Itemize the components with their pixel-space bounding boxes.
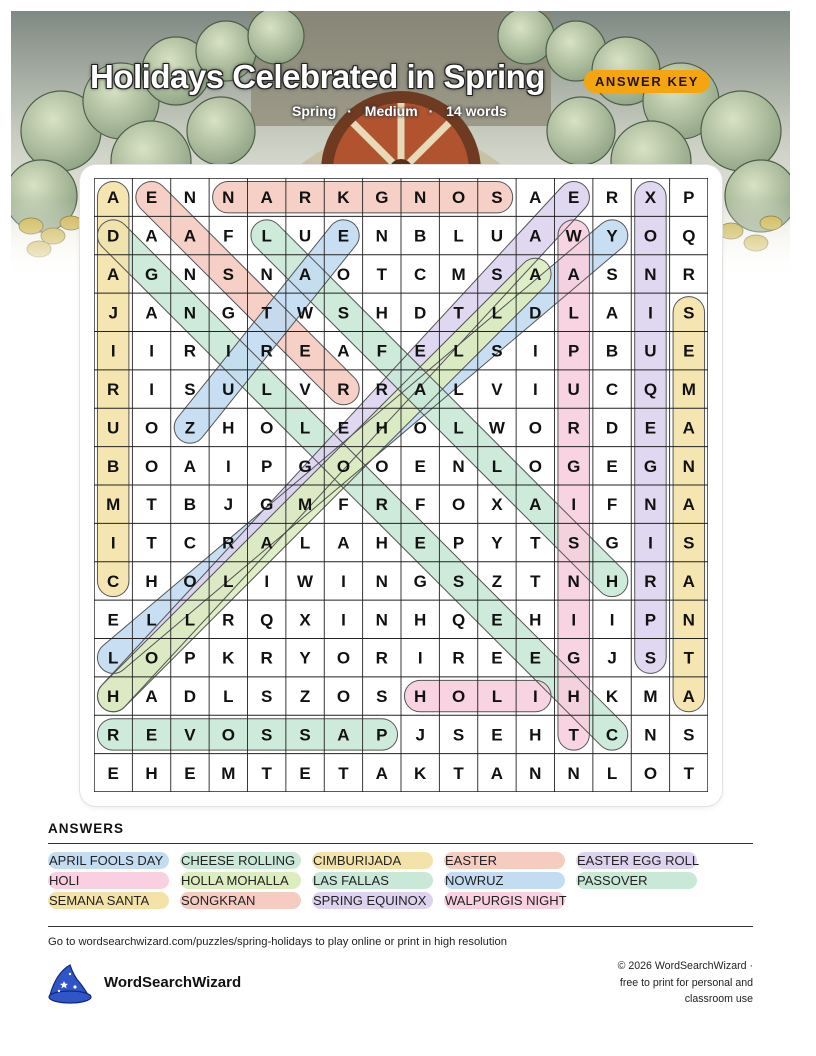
- grid-letter: D: [529, 303, 542, 323]
- answer-item: CIMBURIJADA: [312, 852, 433, 869]
- grid-letter: T: [683, 763, 695, 783]
- grid-letter: L: [453, 226, 464, 246]
- grid-letter: A: [107, 188, 120, 208]
- footer-url-text: Go to wordsearchwizard.com/puzzles/spring-holidays to play online or print in high resolution: [48, 936, 507, 948]
- grid-letter: M: [643, 687, 658, 707]
- grid-letter: L: [453, 418, 464, 438]
- grid-letter: S: [452, 571, 465, 591]
- grid-letter: E: [568, 188, 580, 208]
- grid-letter: U: [298, 226, 312, 246]
- grid-letter: W: [297, 571, 314, 591]
- grid-letter: O: [643, 226, 658, 246]
- grid-letter: C: [605, 380, 619, 400]
- grid-letter: R: [605, 188, 619, 208]
- grid-letter: R: [337, 380, 350, 400]
- grid-letter: G: [643, 456, 658, 476]
- grid-letter: P: [568, 341, 580, 361]
- grid-letter: L: [261, 380, 272, 400]
- grid-letter: G: [605, 533, 619, 553]
- grid-letter: G: [567, 648, 581, 668]
- grid-letter: H: [107, 687, 120, 707]
- grid-letter: E: [299, 763, 311, 783]
- puzzle-meta: [292, 103, 514, 119]
- answer-list: [48, 852, 753, 914]
- grid-letter: N: [529, 763, 542, 783]
- grid-letter: R: [644, 571, 657, 591]
- grid-letter: N: [183, 303, 197, 323]
- grid-letter: F: [338, 495, 349, 515]
- grid-letter: N: [567, 763, 580, 783]
- grid-letter: H: [375, 533, 388, 553]
- meta-word-count: 14 words: [446, 103, 507, 119]
- grid-letter: H: [145, 763, 158, 783]
- grid-letter: R: [375, 380, 388, 400]
- grid-letter: T: [453, 303, 464, 323]
- grid-letter: S: [491, 264, 503, 284]
- grid-letter: V: [184, 725, 196, 745]
- grid-letter: B: [107, 456, 120, 476]
- grid-letter: V: [299, 380, 311, 400]
- grid-letter: S: [491, 188, 503, 208]
- answer-item: PASSOVER: [576, 872, 697, 889]
- answers-heading: ANSWERS: [48, 821, 125, 836]
- grid-letter: S: [299, 725, 311, 745]
- grid-letter: C: [107, 571, 120, 591]
- grid-letter: J: [108, 303, 118, 323]
- grid-letter: O: [260, 418, 274, 438]
- grid-letter: P: [683, 188, 695, 208]
- grid-letter: R: [298, 188, 312, 208]
- grid-letter: A: [529, 264, 542, 284]
- grid-letter: N: [375, 571, 388, 591]
- grid-letter: L: [146, 610, 157, 630]
- grid-letter: L: [107, 648, 119, 668]
- grid-letter: K: [222, 648, 235, 668]
- grid-letter: O: [144, 648, 159, 668]
- grid-letter: R: [452, 648, 465, 668]
- grid-letter: P: [261, 456, 273, 476]
- grid-letter: G: [144, 264, 159, 284]
- grid-letter: P: [376, 725, 388, 745]
- grid-letter: T: [261, 303, 272, 323]
- grid-letter: A: [529, 188, 542, 208]
- grid-letter: Y: [606, 226, 618, 246]
- grid-letter: C: [183, 533, 197, 553]
- grid-letter: Y: [299, 648, 311, 668]
- grid-letter: C: [605, 725, 619, 745]
- grid-letter: T: [146, 495, 157, 515]
- grid-letter: M: [106, 495, 121, 515]
- grid-letter: I: [648, 303, 653, 323]
- answer-item: WALPURGIS NIGHT: [445, 893, 567, 908]
- grid-letter: W: [297, 303, 314, 323]
- grid-letter: O: [144, 418, 159, 438]
- grid-letter: O: [528, 456, 542, 476]
- grid-letter: N: [644, 495, 657, 515]
- grid-letter: S: [452, 725, 465, 745]
- grid-letter: A: [260, 533, 273, 553]
- grid-letter: O: [643, 763, 658, 783]
- grid-letter: L: [223, 571, 234, 591]
- grid-letter: I: [417, 648, 423, 668]
- grid-letter: O: [375, 456, 389, 476]
- grid-letter: S: [222, 264, 234, 284]
- answer-item: NOWRUZ: [444, 872, 565, 889]
- grid-letter: G: [298, 456, 312, 476]
- grid-letter: L: [261, 226, 272, 246]
- grid-letter: S: [606, 264, 618, 284]
- grid-letter: N: [375, 610, 388, 630]
- grid-letter: S: [376, 687, 388, 707]
- grid-letter: F: [414, 495, 426, 515]
- grid-letter: E: [529, 648, 541, 668]
- grid-letter: E: [337, 418, 350, 438]
- grid-letter: O: [336, 264, 351, 284]
- copyright-notice: [583, 958, 753, 1008]
- grid-letter: N: [567, 571, 580, 591]
- grid-letter: Q: [260, 610, 274, 630]
- grid-letter: Z: [184, 418, 196, 438]
- grid-letter: L: [491, 687, 503, 707]
- grid-letter: I: [149, 341, 154, 361]
- grid-letter: I: [532, 687, 538, 707]
- meta-separator: ·: [347, 103, 352, 119]
- grid-letter: P: [452, 533, 465, 553]
- grid-letter: N: [183, 264, 197, 284]
- answer-item: SONGKRAN: [180, 892, 301, 909]
- grid-letter: L: [453, 341, 464, 361]
- grid-letter: X: [644, 188, 657, 208]
- meta-separator: ·: [428, 103, 434, 119]
- grid-letter: N: [452, 456, 465, 476]
- grid-letter: G: [260, 495, 274, 515]
- grid-letter: M: [681, 380, 696, 400]
- grid-letter: A: [567, 264, 580, 284]
- grid-letter: L: [491, 303, 503, 323]
- grid-letter: O: [144, 456, 159, 476]
- grid-letter: D: [107, 226, 120, 246]
- grid-letter: U: [567, 380, 580, 400]
- grid-letter: P: [644, 610, 657, 630]
- grid-letter: T: [568, 725, 579, 745]
- grid-letter: J: [607, 648, 617, 668]
- grid-letter: I: [609, 610, 615, 630]
- grid-letter: B: [414, 226, 427, 246]
- grid-letter: Z: [299, 687, 311, 707]
- grid-letter: M: [297, 495, 313, 515]
- grid-letter: I: [571, 495, 577, 515]
- grid-letter: N: [644, 725, 657, 745]
- grid-letter: T: [530, 571, 541, 591]
- answer-item: HOLI: [48, 872, 169, 889]
- grid-letter: A: [490, 763, 504, 783]
- copyright-line: free to print for personal and: [619, 976, 753, 989]
- grid-letter: A: [145, 226, 158, 246]
- grid-letter: K: [337, 188, 350, 208]
- grid-letter: H: [605, 571, 619, 591]
- grid-letter: E: [299, 341, 311, 361]
- grid-letter: T: [261, 763, 272, 783]
- grid-letter: H: [375, 418, 388, 438]
- grid-letter: S: [261, 725, 273, 745]
- grid-letter: Z: [491, 571, 503, 591]
- grid-letter: D: [183, 687, 197, 707]
- grid-letter: L: [606, 763, 618, 783]
- grid-letter: R: [183, 341, 197, 361]
- grid-letter: E: [337, 226, 350, 246]
- grid-letter: E: [414, 341, 426, 361]
- meta-difficulty: Medium: [364, 103, 418, 119]
- grid-letter: M: [451, 264, 466, 284]
- grid-letter: D: [414, 303, 427, 323]
- grid-letter: X: [299, 610, 311, 630]
- grid-letter: N: [644, 264, 657, 284]
- grid-letter: R: [222, 533, 235, 553]
- grid-letter: I: [341, 571, 346, 591]
- grid-letter: E: [491, 725, 503, 745]
- grid-letter: N: [682, 456, 695, 476]
- grid-letter: I: [264, 571, 270, 591]
- grid-letter: A: [375, 763, 388, 783]
- grid-letter: V: [491, 380, 503, 400]
- grid-letter: R: [375, 495, 388, 515]
- grid-letter: H: [529, 610, 542, 630]
- grid-letter: S: [683, 533, 695, 553]
- grid-letter: X: [491, 495, 503, 515]
- grid-letter: I: [110, 533, 116, 553]
- grid-letter: A: [414, 380, 427, 400]
- grid-letter: U: [222, 380, 235, 400]
- grid-letter: O: [336, 648, 351, 668]
- answer-key-badge: ANSWER KEY: [584, 70, 710, 93]
- grid-letter: I: [110, 341, 116, 361]
- grid-letter: G: [375, 188, 389, 208]
- grid-letter: E: [107, 610, 119, 630]
- grid-letter: L: [223, 687, 234, 707]
- grid-letter: Q: [682, 226, 696, 246]
- grid-letter: R: [682, 264, 695, 284]
- answer-item: SEMANA SANTA: [48, 892, 169, 909]
- grid-letter: H: [567, 687, 580, 707]
- grid-letter: L: [453, 380, 464, 400]
- grid-letter: E: [491, 648, 503, 668]
- grid-letter: L: [568, 303, 579, 323]
- grid-letter: B: [183, 495, 197, 515]
- grid-letter: H: [375, 303, 388, 323]
- grid-letter: O: [336, 456, 351, 476]
- grid-letter: S: [184, 380, 196, 400]
- grid-letter: A: [682, 687, 695, 707]
- grid-letter: A: [337, 533, 350, 553]
- grid-letter: U: [107, 418, 120, 438]
- grid-letter: A: [337, 725, 350, 745]
- grid-letter: T: [683, 648, 695, 668]
- grid-letter: O: [336, 687, 351, 707]
- grid-letter: O: [451, 188, 466, 208]
- grid-letter: F: [223, 226, 234, 246]
- answer-item: EASTER: [444, 852, 565, 869]
- grid-letter: R: [222, 610, 235, 630]
- grid-letter: H: [145, 571, 158, 591]
- grid-letter: A: [183, 226, 197, 246]
- grid-letter: S: [568, 533, 580, 553]
- grid-letter: A: [337, 341, 350, 361]
- grid-letter: H: [414, 610, 427, 630]
- grid-letter: E: [414, 456, 426, 476]
- grid-letter: F: [376, 341, 388, 361]
- grid-letter: I: [648, 533, 653, 553]
- answer-item: CHEESE ROLLING: [180, 852, 301, 869]
- grid-letter: R: [375, 648, 388, 668]
- grid-letter: M: [221, 763, 236, 783]
- grid-letter: K: [414, 763, 427, 783]
- grid-letter: O: [183, 571, 197, 591]
- grid-letter: J: [415, 725, 425, 745]
- grid-letter: S: [644, 648, 657, 668]
- grid-letter: E: [491, 610, 503, 630]
- word-search-grid: [94, 178, 708, 792]
- grid-letter: E: [184, 763, 196, 783]
- grid-letter: T: [453, 763, 464, 783]
- grid-letter: G: [221, 303, 235, 323]
- grid-letter: N: [682, 610, 695, 630]
- grid-letter: W: [565, 226, 582, 246]
- grid-letter: U: [490, 226, 504, 246]
- grid-letter: Q: [643, 380, 658, 400]
- grid-letter: A: [529, 495, 542, 515]
- grid-letter: E: [606, 456, 618, 476]
- grid-letter: R: [107, 725, 120, 745]
- grid-letter: I: [341, 610, 346, 630]
- grid-letter: S: [491, 341, 503, 361]
- grid-letter: H: [414, 687, 427, 707]
- answers-divider: [48, 843, 753, 844]
- grid-letter: R: [260, 648, 273, 668]
- grid-letter: S: [683, 725, 695, 745]
- grid-letter: T: [376, 264, 388, 284]
- grid-letter: R: [260, 341, 273, 361]
- grid-letter: A: [682, 418, 695, 438]
- grid-letter: L: [491, 456, 503, 476]
- grid-letter: O: [451, 687, 466, 707]
- grid-letter: I: [532, 341, 538, 361]
- grid-letter: E: [414, 533, 426, 553]
- grid-letter: E: [145, 188, 158, 208]
- grid-letter: G: [413, 571, 427, 591]
- grid-letter: L: [299, 418, 311, 438]
- grid-letter: A: [183, 456, 197, 476]
- grid-letter: U: [644, 341, 657, 361]
- answer-item: APRIL FOOLS DAY: [48, 852, 169, 869]
- grid-letter: E: [107, 763, 119, 783]
- grid-letter: I: [225, 341, 231, 361]
- grid-letter: D: [605, 418, 619, 438]
- footer-divider: [48, 926, 753, 927]
- wizard-hat-icon: [46, 963, 92, 1005]
- grid-letter: L: [299, 533, 311, 553]
- answer-item: EASTER EGG ROLL: [577, 853, 700, 868]
- grid-letter: T: [338, 763, 349, 783]
- grid-letter: A: [260, 188, 273, 208]
- grid-letter: R: [567, 418, 580, 438]
- copyright-line: classroom use: [684, 993, 753, 1005]
- grid-letter: Q: [451, 610, 466, 630]
- grid-letter: L: [184, 610, 196, 630]
- grid-letter: A: [682, 495, 695, 515]
- answer-item: LAS FALLAS: [312, 872, 433, 889]
- answer-item: SPRING EQUINOX: [312, 892, 433, 909]
- grid-letter: N: [183, 188, 197, 208]
- grid-letter: A: [529, 226, 542, 246]
- meta-theme: Spring: [292, 103, 337, 119]
- grid-letter: O: [221, 725, 235, 745]
- grid-letter: A: [107, 264, 120, 284]
- grid-letter: F: [606, 495, 618, 515]
- grid-letter: P: [184, 648, 196, 668]
- grid-letter: Y: [491, 533, 503, 553]
- grid-letter: N: [414, 188, 427, 208]
- grid-letter: A: [145, 687, 158, 707]
- grid-letter: N: [375, 226, 388, 246]
- copyright-line: © 2026 WordSearchWizard ·: [617, 960, 753, 972]
- grid-letter: T: [530, 533, 541, 553]
- grid-letter: H: [222, 418, 235, 438]
- grid-letter: I: [225, 456, 231, 476]
- grid-letter: A: [145, 303, 158, 323]
- grid-letter: E: [683, 341, 695, 361]
- grid-letter: E: [145, 725, 158, 745]
- grid-letter: R: [107, 380, 120, 400]
- grid-letter: N: [260, 264, 273, 284]
- brand-name: WordSearchWizard: [104, 974, 242, 991]
- grid-letter: E: [644, 418, 657, 438]
- grid-letter: O: [528, 418, 542, 438]
- grid-letter: J: [223, 495, 234, 515]
- grid-letter: S: [261, 687, 273, 707]
- grid-letter: N: [222, 188, 235, 208]
- grid-letter: K: [605, 687, 619, 707]
- grid-letter: A: [682, 571, 695, 591]
- grid-letter: B: [605, 341, 619, 361]
- grid-letter: C: [414, 264, 427, 284]
- grid-letter: A: [298, 264, 312, 284]
- puzzle-title: Holidays Celebrated in Spring: [90, 58, 545, 95]
- grid-letter: I: [149, 380, 154, 400]
- grid-letter: S: [683, 303, 695, 323]
- grid-letter: W: [488, 418, 505, 438]
- grid-letter: I: [532, 380, 538, 400]
- grid-letter: S: [337, 303, 350, 323]
- grid-letter: G: [567, 456, 581, 476]
- grid-letter: T: [146, 533, 157, 553]
- grid-letter: I: [571, 610, 577, 630]
- grid-letter: A: [605, 303, 619, 323]
- answer-item: HOLLA MOHALLA: [180, 872, 301, 889]
- grid-letter: O: [451, 495, 466, 515]
- grid-letter: H: [529, 725, 542, 745]
- grid-letter: O: [413, 418, 427, 438]
